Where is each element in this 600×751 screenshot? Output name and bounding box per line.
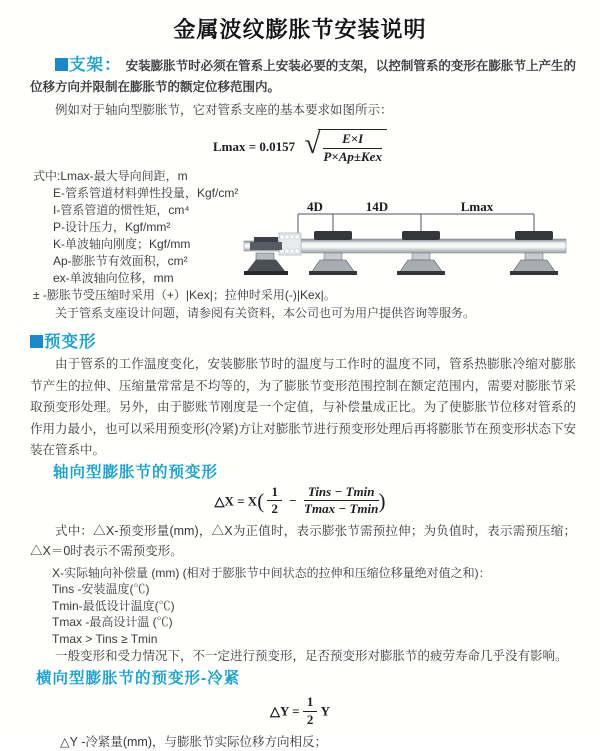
- fraction-numerator: 1: [267, 485, 282, 502]
- radicand-box: [318, 129, 387, 165]
- predeform-section-heading: [30, 332, 600, 352]
- definition-item: K-单波轴向刚度；Kgf/mm: [53, 237, 191, 251]
- definition-item: P-设计压力，Kgf/mm²: [53, 220, 171, 234]
- fraction-one-half: [303, 695, 318, 728]
- pipe-support-diagram: [244, 201, 596, 295]
- fraction-denominator: Tmax − Tmin: [304, 501, 379, 517]
- definition-item: Tmax > Tins ≥ Tmin: [52, 631, 158, 646]
- lateral-sub-heading: 横向型膨胀节的预变形-冷紧: [36, 670, 241, 687]
- lmax-formula-lhs: Lmax = 0.0157: [213, 138, 296, 154]
- axial-definitions: [0, 565, 600, 648]
- predeform-paragraph: 由于管系的工作温度变化，安装膨胀节时的温度与工作时的温度不同，管系热膨胀冷缩对膨胀节产生的拉伸、压缩量常常是不均等的，为了膨胀节变形范围控制在额定范围内，需要对膨胀节采取预变形处理。另外，由于膨账节刚度是一个定值，与补偿量成正比。为了使膨胀节位移对管系的作用力最小，也可以采用预变形(冷紧)方让对膨胀节进行预变形处理后再将膨胀节在预变形状态下安装在管系中。: [30, 357, 576, 457]
- axial-explain-paragraph: 式中：△X-预变形量(mm)，△X为正值时，表示膨张节需预拉伸；为负值时，表示需预压缩；△X＝0时表示不需预变形。: [30, 523, 576, 558]
- definition-item: X-实际轴向补偿量 (mm) (相对于膨胀节中间状态的拉伸和压缩位移量绝对值之和)：: [52, 565, 491, 580]
- support-example-line: 例如对于轴向型膨胀节，它对管系支座的基本要求如图所示：: [55, 103, 393, 117]
- axial-closing-line: 一般变形和受力情况下，不一定进行预变形，足否预变形对膨胀节的疲劳寿命几乎没有影响。: [55, 649, 568, 663]
- anchor-support: [244, 237, 288, 275]
- fraction: [323, 132, 382, 165]
- dim-label-4d: 4D: [307, 199, 323, 214]
- predeform-heading-text: 预变形: [44, 333, 97, 351]
- axial-sub-heading: 轴向型膨胀节的预变形: [53, 463, 219, 481]
- dim-label-14d: 14D: [365, 199, 389, 214]
- fraction-numerator: Tins − Tmin: [304, 485, 379, 502]
- page-title: 金属波纹膨胀节安装说明: [173, 17, 427, 42]
- definition-item: 式中:Lmax-最大导向间距，m: [33, 169, 188, 183]
- fraction-numerator: 1: [303, 695, 318, 712]
- radical-sign: √: [304, 128, 321, 160]
- support-note-line: 关于管系支座设计问题，请参阅有关资料，本公司也可为用户提供咨询等服务。: [55, 306, 476, 320]
- definition-item: Ap-膨胀节有效面积，cm²: [53, 254, 188, 268]
- blue-square-bullet-icon: [55, 58, 68, 71]
- definition-item: Tmax -最高设计温 (℃): [52, 615, 173, 629]
- support-intro-paragraph: [30, 55, 576, 98]
- lateral-formula: [0, 695, 600, 725]
- definition-item: ex-单波轴向位移，mm: [53, 271, 174, 285]
- axial-formula: [0, 485, 600, 517]
- definitions-and-diagram: [0, 168, 600, 304]
- support-intro-text: 安装膨胀节时必须在管系上安装必要的支架，以控制管系的变形在膨胀节上产生的位移方向并限制在膨胀节的额定位移范围内。: [30, 59, 576, 94]
- definition-item: I-管系管道的惯性矩，cm⁴: [53, 203, 190, 217]
- fraction-denominator: 2: [271, 501, 278, 517]
- definition-item: E-管系管道材料弹性投量，Kgf/cm²: [53, 186, 239, 200]
- temperature-fraction: [304, 485, 379, 518]
- fraction-denominator: 2: [306, 711, 314, 727]
- close-paren: ): [378, 488, 386, 513]
- definition-item: Tmin-最低设计温度(℃): [52, 598, 175, 613]
- lmax-formula: [0, 129, 600, 163]
- fraction-one-half: [267, 485, 282, 518]
- bellows-icon: [279, 233, 301, 255]
- lateral-formula-lhs: △Y =: [270, 703, 300, 719]
- axial-formula-lhs: △X = X: [214, 492, 258, 508]
- definition-item: Tins -安装温度(℃): [52, 582, 150, 596]
- minus-operator: −: [289, 492, 297, 508]
- dim-label-lmax: Lmax: [460, 199, 494, 214]
- support-section-heading: 支架：: [69, 56, 122, 74]
- definition-item: ± -膨胀节受压缩时采用（+）|Kex|；拉伸时采用(-)|Kex|。: [33, 288, 336, 302]
- blue-square-bullet-icon: [30, 335, 43, 348]
- fraction-numerator: E×I: [323, 132, 382, 149]
- lateral-formula-rhs: Y: [320, 703, 330, 719]
- square-root: [304, 129, 387, 165]
- fraction-denominator: P×Ap±Kex: [323, 148, 382, 164]
- open-paren: (: [257, 488, 265, 513]
- lateral-definition-line: △Y -冷紧量(mm)，与膨胀节实际位移方向相反；: [60, 735, 328, 749]
